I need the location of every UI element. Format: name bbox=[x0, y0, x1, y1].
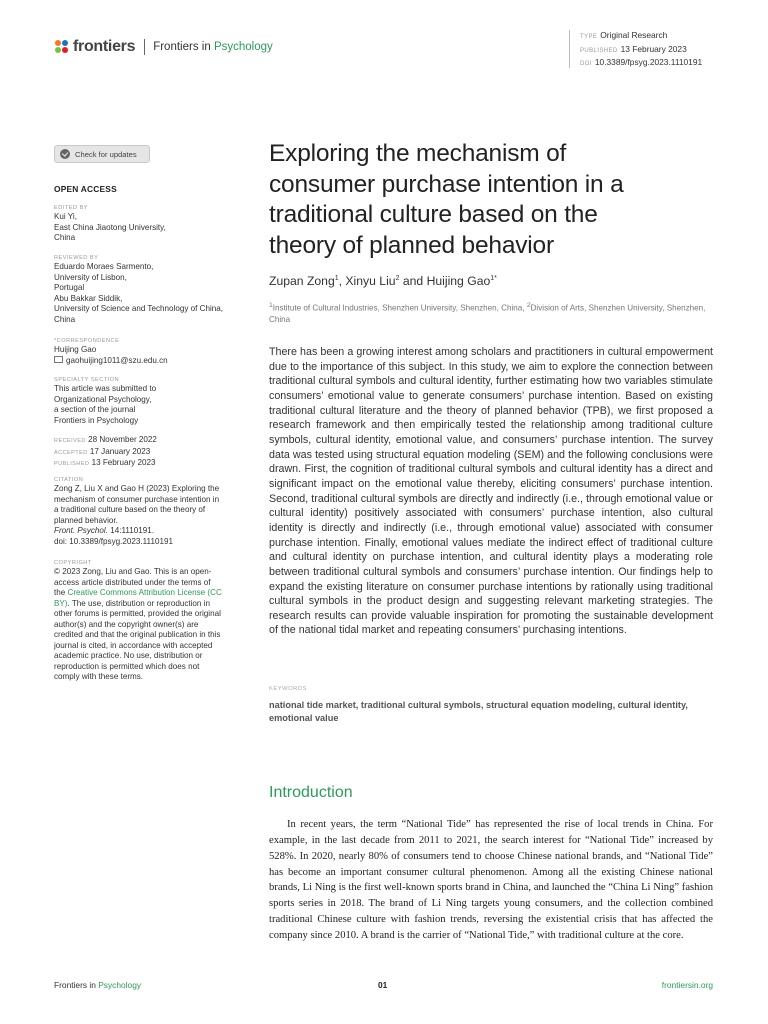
edited-by-section: EDITED BY Kui Yi, East China Jiaotong University, China bbox=[54, 205, 166, 242]
brand-name: frontiers bbox=[73, 38, 136, 55]
cc-license-link[interactable]: Creative Commons Attribution License (CC bbox=[67, 588, 222, 597]
frontiers-logo-icon bbox=[54, 39, 70, 55]
journal-name: Psychology bbox=[213, 41, 273, 53]
email-icon bbox=[54, 356, 63, 363]
correspondence-email[interactable]: gaohuijing1011@szu.edu.cn bbox=[54, 356, 254, 367]
abstract: There has been a growing interest among scholars and practitioners in cultural empowerment due to the importance of this subject. In this study, we aim to explore the connection between traditional cultural symbols and cultural identity, further estimating how two variables stimulate consumers’ emotional value to generate consumers’ purchase intention. Based on existing traditional cultural literature and the theory of planned behavior (TPB), we first proposed a research framework and then empirically tested the relationship among traditional culture symbols, cultural identity, emotional value, and consumers’ purchase intention. The survey data was tested using structural equation modeling (SEM) and the following conclusions were drawn. First, the cognition of traditional cultural symbols and cultural identity has a direct and significant impact on the emotional value thereby, eliciting consumers’ purchase intention. Second, traditional cultural symbols are directly and indirectly (i.e., through emotional value or cultural identity) positively associated with consumers’ purchase intention, also cultural identity is directly and indirectly (i.e., through emotional value) associated with consumer purchase intention. Finally, emotional values mediate the indirect effect of traditional culture and cultural identity on purchase intention, and cultural identity plays a moderating role between traditional cultural symbols and consumers’ purchase intention. Our findings help to expand the existing literature on consumer purchase intentions by rationally using traditional cultural symbols in the product design and suggesting relevant marketing strategies. The research results can provide valuable inspiration for promoting the sustainable development of the national tidal market and repeating consumers’ purchasing intentions. bbox=[269, 346, 713, 637]
section-heading-introduction: Introduction bbox=[269, 784, 353, 801]
dates-section: RECEIVED 28 November 2022 ACCEPTED 17 January 2023 PUBLISHED 13 February 2023 bbox=[54, 435, 157, 467]
footer-site-link[interactable]: frontiersin.org bbox=[661, 980, 713, 990]
keywords-label: KEYWORDS bbox=[269, 686, 307, 692]
introduction-paragraph: In recent years, the term “National Tide” has represented the rise of local trends in China. For example, in the last decade from 2011 to 2021, the search interest for “National Tide” increased by 528%. In 2020, nearly 80% of consumers tend to choose Chinese national brands, and “National Tide” has become an important consumer cultural phenomenon. Among all the existing Chinese national brands, Li Ning is the first well-known sports brand in China, and launched the “China Li Ning” fashion sports series in 2018. The brand of Li Ning targets young consumers, and the collection combined traditional Chinese culture with fashion trends, reversing the existential crisis that has affected the company since 2010. A brand is the carrier of “National Tide,” with traditional culture at the core. bbox=[269, 819, 713, 941]
footer-journal[interactable]: Frontiers in Psychology bbox=[54, 980, 142, 990]
article-meta bbox=[569, 30, 702, 68]
author-link[interactable]: Zupan Zong bbox=[269, 274, 335, 288]
journal-title bbox=[153, 41, 273, 53]
author-list: Zupan Zong$^1$, Xinyu Liu$^2$ and Huijing Gao$^{1*}$ bbox=[269, 274, 497, 288]
meta-type: TYPE Original Research bbox=[580, 30, 668, 40]
affiliations: $^1$Institute of Cultural Industries, Shenzhen University, Shenzhen, China, $^2$Division of Arts, Shenzhen University, Shenzhen, China bbox=[269, 302, 706, 324]
open-access-label: OPEN ACCESS bbox=[54, 184, 117, 194]
correspondence-section: *CORRESPONDENCE Huijing Gao gaohuijing1011@szu.edu.cn bbox=[54, 337, 254, 366]
author-link[interactable]: , Xinyu Liu bbox=[338, 274, 396, 288]
brand-divider bbox=[144, 39, 145, 55]
author-link[interactable]: and Huijing Gao bbox=[399, 274, 491, 288]
meta-doi[interactable]: DOI 10.3389/fpsyg.2023.1110191 bbox=[580, 57, 703, 67]
cc-license-link-end[interactable]: BY) bbox=[54, 598, 68, 608]
keywords: national tide market, traditional cultural symbols, structural equation modeling, cultural identity, emotional value bbox=[269, 700, 688, 723]
check-for-updates-button[interactable]: Check for updates bbox=[54, 145, 150, 163]
reviewed-by-section: REVIEWED BY Eduardo Moraes Sarmento, University of Lisbon, Portugal Abu Bakkar Siddik, University of Science and Technology of China, China bbox=[54, 255, 224, 324]
meta-published: PUBLISHED 13 February 2023 bbox=[580, 43, 687, 54]
copyright-section: COPYRIGHT © 2023 Zong, Liu and Gao. This is an open- access article distributed under the terms of the Creative Commons Attribution License (CC BY). The use, distribution or reproduction in other forums is permitted, provided the original author(s) and the copyright owner(s) are credited and that the original publication in this journal is cited, in accordance with accepted academic practice. No use, distribution or reproduction is permitted which does not comply with these terms. bbox=[54, 560, 222, 681]
article-title: Exploring the mechanism of consumer purchase intention in a traditional culture based on the theory of planned behavior bbox=[269, 140, 624, 259]
page-number: 01 bbox=[378, 980, 388, 990]
check-updates-icon bbox=[60, 149, 70, 159]
journal-brand[interactable] bbox=[54, 37, 273, 57]
citation-section: CITATION Zong Z, Liu X and Gao H (2023) Exploring the mechanism of consumer purchase intention in a traditional culture based on the theory of planned behavior. Front. Psychol. 14:1110191. doi: 10.3389/fpsyg.2023.1110191 bbox=[54, 476, 254, 547]
citation-doi[interactable]: doi: 10.3389/fpsyg.2023.1110191 bbox=[54, 536, 173, 546]
journal-prefix: Frontiers in bbox=[153, 41, 211, 53]
specialty-section: SPECIALTY SECTION This article was submitted to Organizational Psychology, a section of the journal Frontiers in Psychology bbox=[54, 377, 157, 425]
